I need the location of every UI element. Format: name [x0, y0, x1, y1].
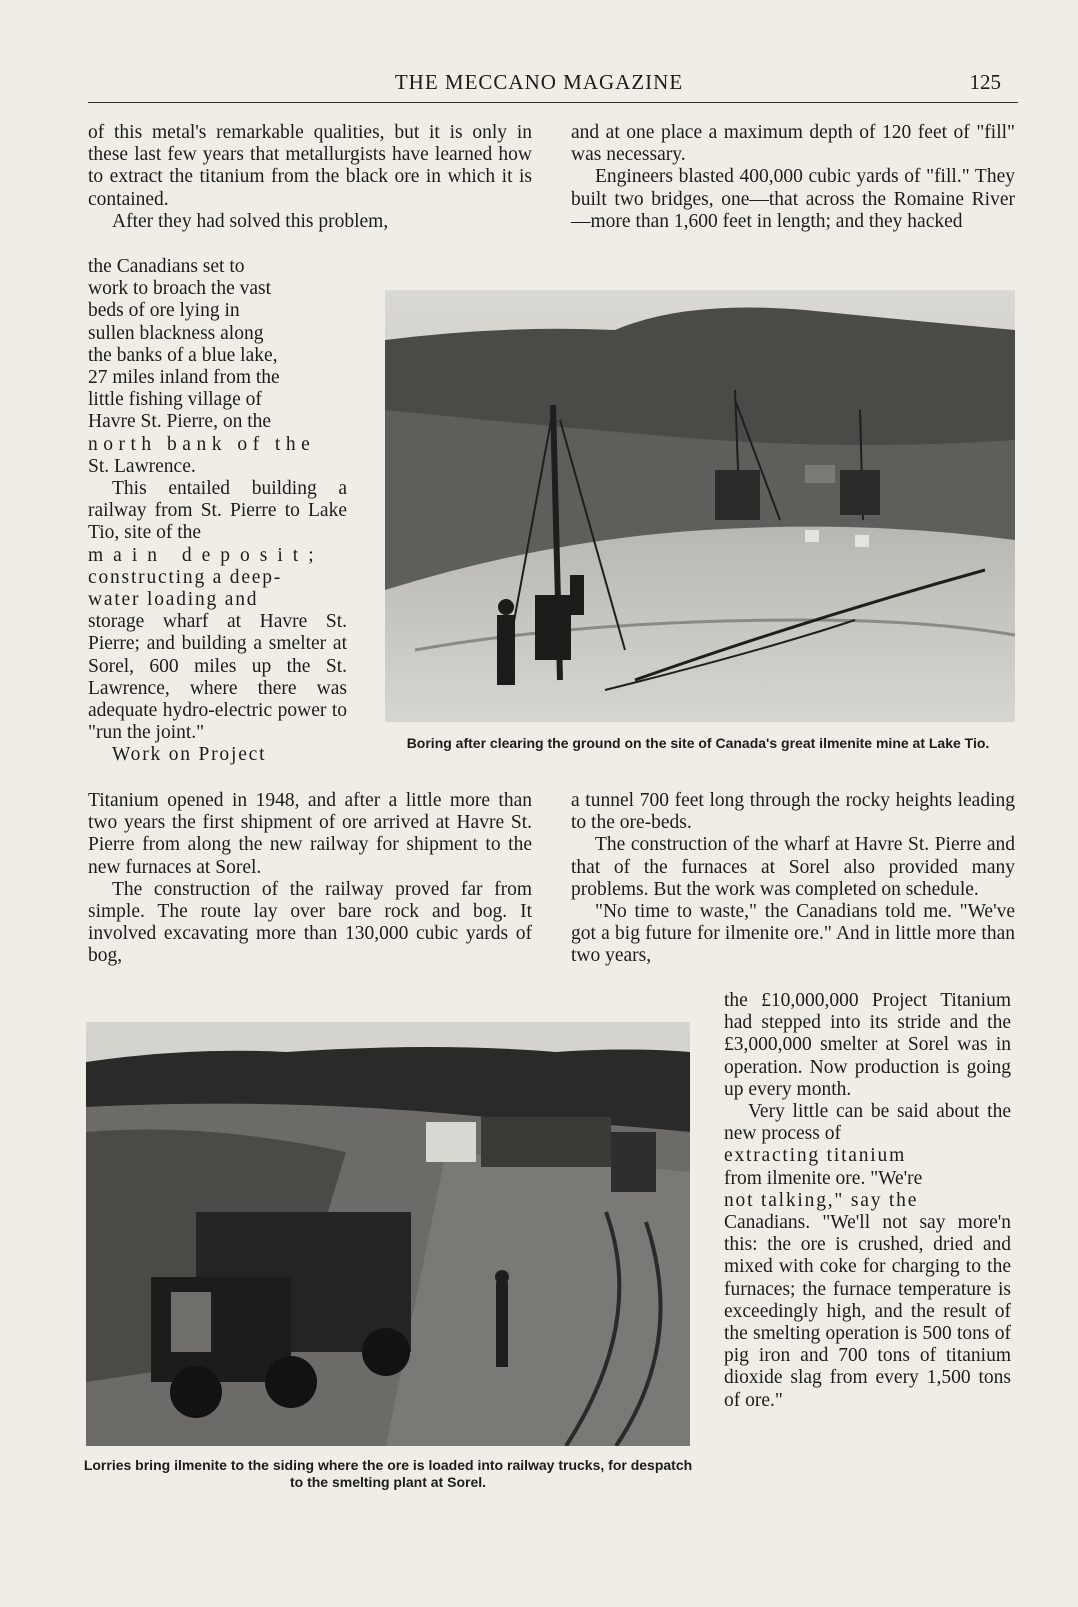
paragraph: a tunnel 700 feet long through the rocky heights leading to the ore-beds.	[571, 790, 1015, 834]
col2-top-text	[571, 122, 1015, 233]
bottom-photo-caption: Lorries bring ilmenite to the siding where the ore is loaded into railway trucks, for despatch to the smelting plant at Sorel.	[83, 1457, 693, 1490]
paragraph: The construction of the wharf at Havre St. Pierre and that of the furnaces at Sorel also provided many problems. But the work was completed on schedule.	[571, 834, 1015, 900]
boring-site-photo	[385, 290, 1015, 722]
text-line: north bank of the	[88, 433, 316, 455]
col1-top-text	[88, 122, 532, 233]
text-line: work to broach the vast	[88, 278, 272, 300]
col1-mid-text	[88, 790, 532, 968]
text-line: sullen blackness along	[88, 322, 264, 344]
paragraph: and at one place a maximum depth of 120 feet of "fill" was necessary.	[571, 122, 1015, 166]
paragraph: This entailed building a railway from St. Pierre to Lake Tio, site of the	[88, 478, 347, 544]
text-line: the banks of a blue lake,	[88, 344, 278, 366]
paragraph: the £10,000,000 Project Titanium had stepped into its stride and the £3,000,000 smelter at Sorel was in operation. Now production is going up every month.	[724, 990, 1011, 1100]
paragraph: Titanium opened in 1948, and after a little more than two years the first shipment of ore arrived at Havre St. Pierre from along the new railway for shipment to the new furnaces at Sorel.	[88, 790, 532, 878]
text-line: not talking," say the	[724, 1189, 919, 1211]
text-line: little fishing village of	[88, 389, 262, 411]
text-line: water loading and	[88, 589, 259, 611]
col2-narrow-text	[724, 990, 1011, 1412]
magazine-title: THE MECCANO MAGAZINE	[394, 70, 684, 94]
paragraph: storage wharf at Havre St. Pierre; and building a smelter at Sorel, 600 miles up the St. Lawrence, where there was adequate hydro-electric power to "run the joint."	[88, 611, 347, 744]
text-line: Havre St. Pierre, on the	[88, 411, 272, 433]
paragraph: Very little can be said about the new process of	[724, 1101, 1011, 1145]
paragraph: The construction of the railway proved far from simple. The route lay over bare rock and bog. It involved excavating more than 130,000 cubic yards of bog,	[88, 878, 532, 967]
top-photo-caption: Boring after clearing the ground on the site of Canada's great ilmenite mine at Lake Tio.	[406, 735, 990, 751]
text-line: 27 miles inland from the	[88, 367, 280, 389]
col2-mid-text	[571, 790, 1015, 968]
paragraph: "No time to waste," the Canadians told me. "We've got a big future for ilmenite ore." And in little more than two years,	[571, 901, 1015, 967]
text-line: St. Lawrence.	[88, 455, 196, 477]
text-line: from ilmenite ore. "We're	[724, 1167, 923, 1189]
text-line: extracting titanium	[724, 1145, 907, 1167]
text-line: Work on Project	[112, 744, 267, 766]
page-number: 125	[969, 70, 1001, 94]
paragraph: After they had solved this problem,	[112, 210, 389, 232]
text-line: constructing a deep-	[88, 566, 283, 588]
paragraph: of this metal's remarkable qualities, but it is only in these last few years that metallurgists have learned how to extract the titanium from the black ore in which it is contained.	[88, 122, 532, 210]
paragraph: Canadians. "We'll not say more'n this: the ore is crushed, dried and mixed with coke for charging to the furnaces; the furnace temperature is exceedingly high, and the result of the smelting operation is 500 tons of pig iron and 700 tons of titanium dioxide slag from every 1,500 tons of ore."	[724, 1212, 1011, 1411]
header-rule	[88, 102, 1018, 103]
lorry-railway-photo	[86, 1022, 690, 1446]
col1-narrow-text	[88, 256, 347, 767]
paragraph: Engineers blasted 400,000 cubic yards of "fill." They built two bridges, one—that across the Romaine River—more than 1,600 feet in length; and they hacked	[571, 166, 1015, 232]
text-line: main deposit;	[88, 544, 324, 566]
text-line: beds of ore lying in	[88, 300, 240, 322]
text-line: the Canadians set to	[88, 256, 245, 277]
